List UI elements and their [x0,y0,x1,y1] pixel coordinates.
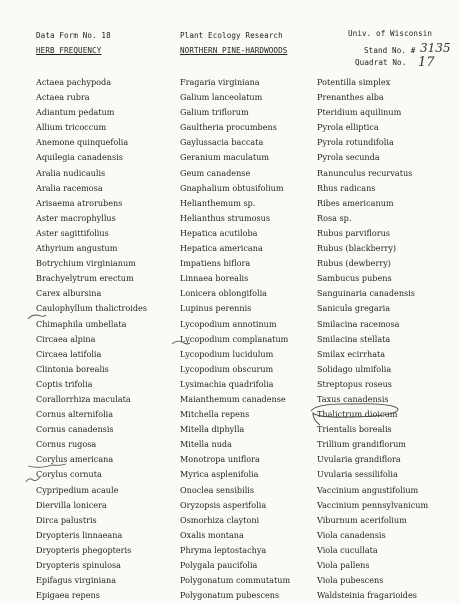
species-row: Cornus rugosa [36,439,97,450]
species-row: Actaea rubra [36,92,90,103]
species-row: Arisaema atrorubens [36,197,123,208]
species-row: Fragaria virginiana [180,77,260,87]
species-row: Aquilegia canadensis [36,152,123,163]
species-row: Cypripedium acaule [36,484,119,495]
species-row: Osmorhiza claytoni [180,514,260,525]
species-row: Lycopodium lucidulum [180,348,274,359]
species-row: Dryopteris spinulosa [36,560,122,570]
species-row: Dryopteris phegopteris [36,544,132,555]
species-row: Sanicula gregaria [317,303,391,314]
species-row: Corylus americana [36,454,114,465]
species-row: Pyrola secunda [317,152,380,163]
species-row: Viola cucullata [317,544,378,555]
species-row: Maianthemum canadense [180,393,286,404]
species-row: Ribes americanum [317,197,394,208]
species-row: Impatiens biflora [180,258,251,269]
species-row: Adiantum pedatum [36,107,115,118]
species-row: Gnaphalium obtusifolium [180,182,284,193]
species-row: Botrychium virginianum [36,258,136,269]
species-row: Diervilla lonicera [36,499,107,510]
species-row: Smilacina racemosa [317,318,400,329]
species-row: Polygonatum pubescens [180,590,280,601]
species-row: Aster macrophyllus [36,212,116,223]
species-row: Oxalis montana [180,529,244,540]
species-row: Brachyelytrum erectum [36,273,134,284]
species-row: Rhus radicans [317,182,376,193]
species-row: Clintonia borealis [36,363,109,374]
species-row: Pyrola rotundifolia [317,137,394,148]
species-row: Viola pallens [317,560,370,570]
species-row: Viola canadensis [317,529,386,540]
species-row: Rubus (blackberry) [317,243,397,254]
species-row: Corylus cornuta [36,469,102,480]
species-row: Hepatica acutiloba [180,227,258,238]
check-mark-dryopteris-phegopteris [28,464,66,467]
species-row: Helianthus strumosus [180,212,271,223]
check-mark-maianthemum [172,341,190,344]
species-row: Mitella diphylla [180,424,245,435]
check-mark-dryopteris-spinulosa [26,477,40,482]
circle-mark-uvularia-sessilifolia [311,404,398,425]
species-row: Aralia nudicaulis [36,167,106,178]
species-row: Monotropa uniflora [180,454,260,465]
species-row: Helianthemum sp. [180,197,256,208]
species-row: Lonicera oblongifolia [180,288,268,299]
species-row: Cornus canadensis [36,424,114,435]
species-row: Sanguinaria canadensis [317,288,415,299]
species-row: Pyrola elliptica [317,122,379,133]
species-row: Thalictrum dioicum [317,409,398,420]
species-row: Gaylussacia baccata [180,137,264,148]
species-row: Caulophyllum thalictroides [36,303,148,314]
form-number-label: Data Form No. 18 [36,31,111,40]
species-row: Vaccinium angustifolium [317,484,419,495]
species-row: Uvularia sessilifolia [317,469,398,480]
species-row: Linnaea borealis [180,273,249,284]
species-row: Lycopodium annotinum [180,318,277,329]
species-row: Solidago ulmifolia [317,363,392,374]
species-row: Viburnum acerifolium [317,514,407,525]
species-row: Hepatica americana [180,243,263,254]
university-label: Univ. of Wisconsin [348,29,433,38]
species-row: Lycopodium complanatum [180,333,289,344]
species-row: Sambucus pubens [317,273,392,284]
species-row: Smilax ecirrhata [317,348,386,359]
species-row: Mitella nuda [180,439,232,450]
species-row: Vaccinium pennsylvanicum [317,499,429,510]
species-row: Smilacina stellata [317,333,391,344]
community-title: NORTHERN PINE-HARDWOODS [180,46,288,55]
species-row: Aster sagittifolius [36,227,109,238]
species-row: Uvularia grandiflora [317,454,401,465]
species-row: Rubus parviflorus [317,227,390,238]
check-mark-clintonia [28,315,46,319]
species-row: Viola pubescens [317,575,384,586]
species-row: Corallorrhiza maculata [36,393,131,404]
species-row: Trillium grandiflorum [317,439,406,450]
species-row: Athyrium angustum [36,243,118,254]
species-row: Circaea alpina [36,333,96,344]
species-row: Lysimachia quadrifolia [180,378,274,389]
species-row: Geranium maculatum [180,152,270,163]
species-row: Rosa sp. [317,212,352,223]
species-row: Coptis trifolia [36,378,93,389]
species-row: Mitchella repens [180,409,250,420]
quadrat-number-label: Quadrat No. [355,58,407,67]
species-row: Prenanthes alba [317,92,384,103]
species-row: Ranunculus recurvatus [317,167,413,178]
sheet-title: HERB FREQUENCY [36,46,102,55]
species-row: Chimaphila umbellata [36,318,127,329]
organization-label: Plant Ecology Research [180,31,283,40]
species-row: Polygala paucifolia [180,560,258,570]
species-row: Trientalis borealis [317,424,392,435]
species-row: Epigaea repens [36,590,100,601]
species-row: Aralia racemosa [36,182,103,193]
species-row: Waldsteinia fragarioides [317,590,417,601]
species-row: Cornus alternifolia [36,409,114,420]
species-row: Polygonatum commutatum [180,575,291,586]
species-row: Potentilla simplex [317,77,391,87]
species-row: Allium tricoccum [36,122,107,133]
species-row: Epifagus virginiana [36,575,117,586]
species-row: Lycopodium obscurum [180,363,274,374]
quadrat-number-value: 17 [418,55,435,70]
species-row: Phryma leptostachya [180,544,267,555]
species-row: Actaea pachypoda [36,77,112,87]
stand-number-label: Stand No. # [364,46,416,55]
species-row: Circaea latifolia [36,348,102,359]
species-row: Pteridium aquilinum [317,107,402,118]
species-row: Carex albursina [36,288,102,299]
species-row: Anemone quinquefolia [36,137,129,148]
species-row: Myrica asplenifolia [180,469,259,480]
species-row: Onoclea sensibilis [180,484,255,495]
species-row: Oryzopsis asperifolia [180,499,267,510]
species-row: Galium lanceolatum [180,92,263,103]
species-row: Galium triflorum [180,107,249,118]
species-row: Dirca palustris [36,514,97,525]
species-row: Taxus canadensis [317,393,389,404]
species-row: Rubus (dewberry) [317,258,391,269]
species-row: Lupinus perennis [180,303,252,314]
species-row: Gaultheria procumbens [180,122,277,133]
species-row: Dryopteris linnaeana [36,529,123,540]
species-row: Geum canadense [180,167,251,178]
species-row: Streptopus roseus [317,378,392,389]
stand-number-value: 3135 [420,41,451,55]
